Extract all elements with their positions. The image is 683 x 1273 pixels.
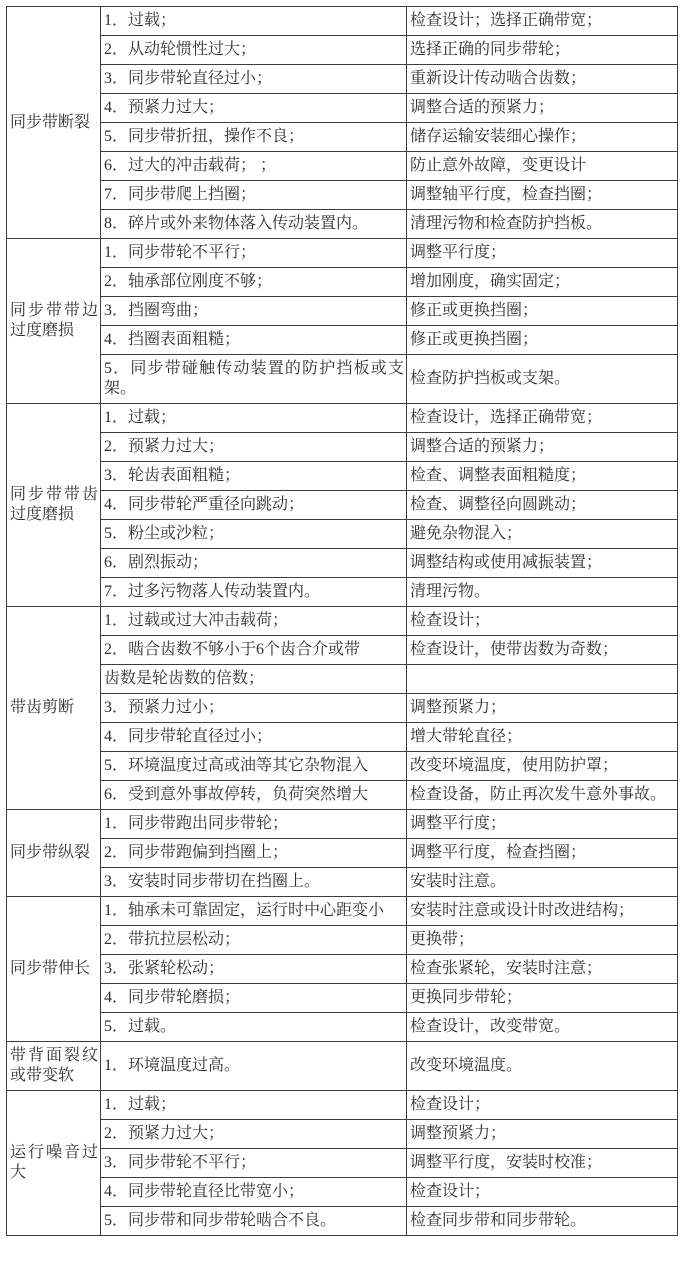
- remedy-cell: 检查设备，防止再次发牛意外事故。: [407, 781, 678, 810]
- cause-cell: 3．轮齿表面粗糙；: [101, 462, 407, 491]
- table-row: [7, 520, 678, 549]
- fault-table-body: [7, 7, 678, 1236]
- remedy-cell: 改变环境温度。: [407, 1042, 678, 1091]
- failure-type-cell: 运行噪音过大: [7, 1091, 101, 1236]
- table-row: [7, 839, 678, 868]
- remedy-cell: 调整结构或使用减振装置；: [407, 549, 678, 578]
- table-row: [7, 268, 678, 297]
- table-row: [7, 239, 678, 268]
- table-row: [7, 297, 678, 326]
- remedy-cell: [407, 665, 678, 694]
- cause-cell: 1．过载；: [101, 7, 407, 36]
- table-row: [7, 491, 678, 520]
- remedy-cell: 检查防护挡板或支架。: [407, 355, 678, 404]
- table-row: [7, 1120, 678, 1149]
- cause-cell: 5．同步带和同步带轮啮合不良。: [101, 1207, 407, 1236]
- remedy-cell: 避免杂物混入；: [407, 520, 678, 549]
- table-row: [7, 7, 678, 36]
- remedy-cell: 检查、调整径向圆跳动；: [407, 491, 678, 520]
- cause-cell: 2．预紧力过大；: [101, 1120, 407, 1149]
- remedy-cell: 检查设计，使带齿数为奇数；: [407, 636, 678, 665]
- remedy-cell: 调整平行度，检查挡圈；: [407, 839, 678, 868]
- table-row: [7, 1207, 678, 1236]
- table-row: [7, 1178, 678, 1207]
- remedy-cell: 改变环境温度，使用防护罩；: [407, 752, 678, 781]
- cause-cell: 5．环境温度过高或油等其它杂物混入: [101, 752, 407, 781]
- remedy-cell: 检查设计；: [407, 1091, 678, 1120]
- cause-cell: 1．同步带轮不平行；: [101, 239, 407, 268]
- table-row: [7, 723, 678, 752]
- cause-cell: 1．过载或过大冲击载荷；: [101, 607, 407, 636]
- cause-cell: 4．预紧力过大；: [101, 94, 407, 123]
- remedy-cell: 调整平行度；: [407, 239, 678, 268]
- cause-cell: 3．同步带轮直径过小；: [101, 65, 407, 94]
- cause-cell: 5．过载。: [101, 1013, 407, 1042]
- table-row: [7, 123, 678, 152]
- failure-type-cell: 同步带断裂: [7, 7, 101, 239]
- table-row: [7, 607, 678, 636]
- remedy-cell: 调整合适的预紧力；: [407, 433, 678, 462]
- table-row: [7, 433, 678, 462]
- cause-cell: 1．环境温度过高。: [101, 1042, 407, 1091]
- cause-cell: 1．过载；: [101, 404, 407, 433]
- remedy-cell: 调整平行度；: [407, 810, 678, 839]
- failure-type-cell: 带背面裂纹或带变软: [7, 1042, 101, 1091]
- cause-cell: 1．轴承未可靠固定，运行时中心距变小: [101, 897, 407, 926]
- table-row: [7, 152, 678, 181]
- remedy-cell: 调整预紧力；: [407, 1120, 678, 1149]
- cause-cell: 8．碎片或外来物体落入传动装置内。: [101, 210, 407, 239]
- table-row: [7, 65, 678, 94]
- remedy-cell: 检查张紧轮，安装时注意；: [407, 955, 678, 984]
- cause-cell: 4．同步带轮直径比带宽小；: [101, 1178, 407, 1207]
- remedy-cell: 检查设计，选择正确带宽；: [407, 404, 678, 433]
- remedy-cell: 更换同步带轮；: [407, 984, 678, 1013]
- remedy-cell: 检查设计；选择正确带宽；: [407, 7, 678, 36]
- remedy-cell: 调整平行度，安装时校准；: [407, 1149, 678, 1178]
- table-row: [7, 665, 678, 694]
- table-row: [7, 94, 678, 123]
- cause-cell: 3．挡圈弯曲；: [101, 297, 407, 326]
- cause-cell: 4．同步带轮直径过小；: [101, 723, 407, 752]
- cause-cell: 4．同步带轮磨损；: [101, 984, 407, 1013]
- cause-cell: 6．受到意外事故停转，负荷突然增大: [101, 781, 407, 810]
- cause-cell: 齿数是轮齿数的倍数；: [101, 665, 407, 694]
- remedy-cell: 检查设计；: [407, 607, 678, 636]
- remedy-cell: 增加刚度，确实固定；: [407, 268, 678, 297]
- cause-cell: 3．同步带轮不平行；: [101, 1149, 407, 1178]
- remedy-cell: 调整轴平行度，检查挡圈；: [407, 181, 678, 210]
- cause-cell: 2．啮合齿数不够小于6个齿合介或带: [101, 636, 407, 665]
- table-row: [7, 926, 678, 955]
- remedy-cell: 检查、调整表面粗糙度；: [407, 462, 678, 491]
- table-row: [7, 694, 678, 723]
- table-row: [7, 868, 678, 897]
- failure-type-cell: 同步带伸长: [7, 897, 101, 1042]
- cause-cell: 6．剧烈振动；: [101, 549, 407, 578]
- remedy-cell: 检查设计；: [407, 1178, 678, 1207]
- table-row: [7, 326, 678, 355]
- table-row: [7, 636, 678, 665]
- table-row: [7, 810, 678, 839]
- table-row: [7, 984, 678, 1013]
- remedy-cell: 检查设计，改变带宽。: [407, 1013, 678, 1042]
- cause-cell: 6．过大的冲击载荷； ；: [101, 152, 407, 181]
- table-row: [7, 1149, 678, 1178]
- remedy-cell: 重新设计传动啮合齿数；: [407, 65, 678, 94]
- remedy-cell: 修正或更换挡圈；: [407, 326, 678, 355]
- cause-cell: 2．从动轮惯性过大；: [101, 36, 407, 65]
- remedy-cell: 选择正确的同步带轮；: [407, 36, 678, 65]
- remedy-cell: 清理污物和检查防护挡板。: [407, 210, 678, 239]
- table-row: [7, 897, 678, 926]
- remedy-cell: 更换带；: [407, 926, 678, 955]
- table-row: [7, 781, 678, 810]
- table-row: [7, 1042, 678, 1091]
- remedy-cell: 调整预紧力；: [407, 694, 678, 723]
- table-row: [7, 578, 678, 607]
- table-row: [7, 404, 678, 433]
- table-row: [7, 462, 678, 491]
- cause-cell: 7．过多污物落人传动装置内。: [101, 578, 407, 607]
- remedy-cell: 调整合适的预紧力；: [407, 94, 678, 123]
- failure-type-cell: 同步带带齿过度磨损: [7, 404, 101, 607]
- cause-cell: 2．预紧力过大；: [101, 433, 407, 462]
- table-row: [7, 181, 678, 210]
- cause-cell: 5．同步带折扭，操作不良；: [101, 123, 407, 152]
- remedy-cell: 增大带轮直径；: [407, 723, 678, 752]
- table-row: [7, 1091, 678, 1120]
- remedy-cell: 储存运输安装细心操作；: [407, 123, 678, 152]
- remedy-cell: 检查同步带和同步带轮。: [407, 1207, 678, 1236]
- remedy-cell: 安装时注意。: [407, 868, 678, 897]
- remedy-cell: 清理污物。: [407, 578, 678, 607]
- cause-cell: 2．轴承部位刚度不够；: [101, 268, 407, 297]
- cause-cell: 5．同步带碰触传动装置的防护挡板或支架。: [101, 355, 407, 404]
- table-row: [7, 752, 678, 781]
- fault-table: [6, 6, 678, 1236]
- remedy-cell: 防止意外故障，变更设计: [407, 152, 678, 181]
- cause-cell: 4．挡圈表面粗糙；: [101, 326, 407, 355]
- table-row: [7, 955, 678, 984]
- table-row: [7, 355, 678, 404]
- remedy-cell: 安装时注意或设计时改进结构；: [407, 897, 678, 926]
- cause-cell: 2．同步带跑偏到挡圈上；: [101, 839, 407, 868]
- table-row: [7, 549, 678, 578]
- failure-type-cell: 同步带纵裂: [7, 810, 101, 897]
- cause-cell: 5．粉尘或沙粒；: [101, 520, 407, 549]
- failure-type-cell: 带齿剪断: [7, 607, 101, 810]
- cause-cell: 2．带抗拉层松动；: [101, 926, 407, 955]
- remedy-cell: 修正或更换挡圈；: [407, 297, 678, 326]
- cause-cell: 3．安装时同步带切在挡圈上。: [101, 868, 407, 897]
- table-row: [7, 210, 678, 239]
- cause-cell: 3．预紧力过小；: [101, 694, 407, 723]
- cause-cell: 7．同步带爬上挡圈；: [101, 181, 407, 210]
- table-row: [7, 36, 678, 65]
- cause-cell: 3．张紧轮松动；: [101, 955, 407, 984]
- cause-cell: 1．同步带跑出同步带轮；: [101, 810, 407, 839]
- cause-cell: 1．过载；: [101, 1091, 407, 1120]
- cause-cell: 4．同步带轮严重径向跳动；: [101, 491, 407, 520]
- table-row: [7, 1013, 678, 1042]
- failure-type-cell: 同步带带边过度磨损: [7, 239, 101, 404]
